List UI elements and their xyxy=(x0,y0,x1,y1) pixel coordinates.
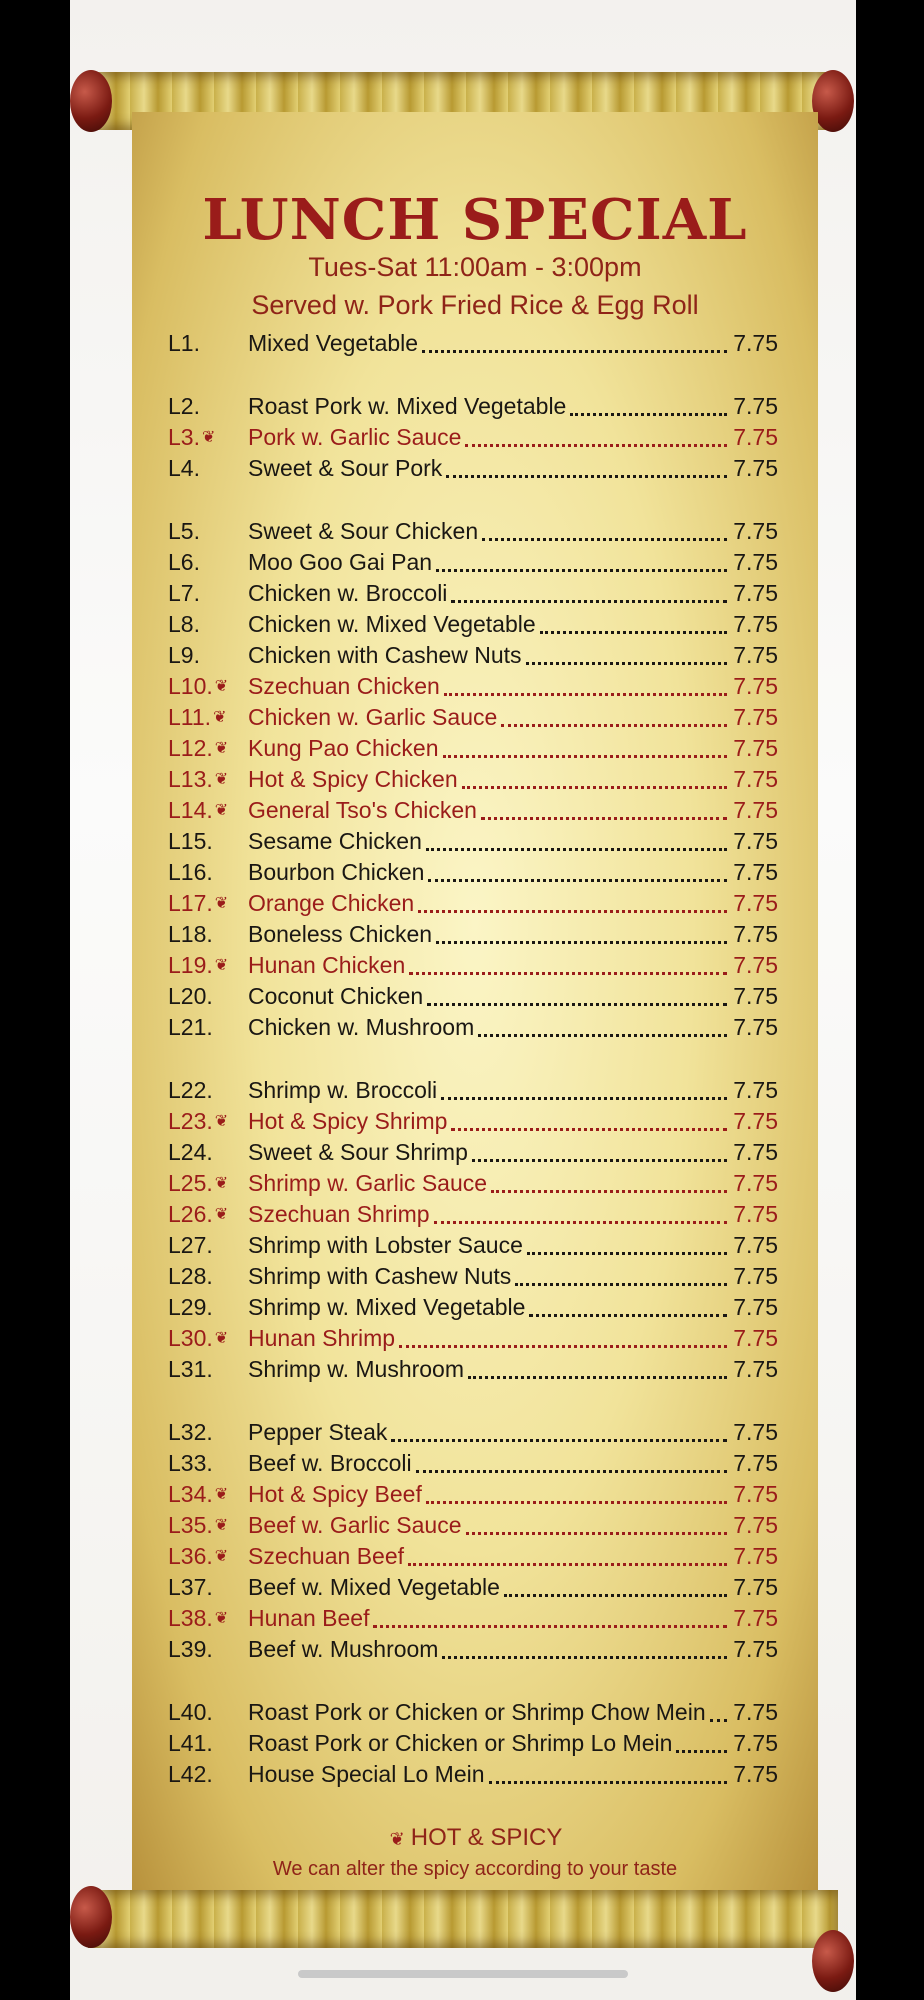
item-price: 7.75 xyxy=(733,734,778,761)
menu-item xyxy=(168,733,778,763)
item-code xyxy=(168,455,248,482)
item-name: Shrimp with Lobster Sauce xyxy=(248,1231,523,1258)
chili-pepper-icon: ❦ xyxy=(214,1175,229,1192)
item-code-label: L28. xyxy=(168,1262,213,1289)
item-name: Shrimp w. Broccoli xyxy=(248,1076,438,1103)
item-code-label: L35. xyxy=(168,1511,213,1538)
chili-pepper-icon: ❦ xyxy=(214,1486,229,1503)
item-code xyxy=(168,1325,248,1352)
menu-item xyxy=(168,547,778,577)
item-name: Sweet & Sour Pork xyxy=(248,454,443,481)
chili-pepper-icon: ❦ xyxy=(214,1206,229,1223)
chili-pepper-icon: ❦ xyxy=(214,802,229,819)
item-name: Shrimp w. Mushroom xyxy=(248,1355,465,1382)
item-code-label: L13. xyxy=(168,765,213,792)
chili-pepper-icon: ❦ xyxy=(214,957,229,974)
hot-spicy-legend xyxy=(132,1824,818,1852)
item-code-label: L41. xyxy=(168,1729,213,1756)
item-code xyxy=(168,1108,248,1135)
dot-leader xyxy=(529,1314,727,1317)
dot-leader xyxy=(526,662,728,665)
item-code-label: L9. xyxy=(168,641,200,668)
chili-pepper-icon: ❦ xyxy=(213,709,227,726)
dot-leader xyxy=(504,1594,727,1597)
dot-leader xyxy=(426,848,727,851)
dot-leader xyxy=(481,817,727,820)
menu-scroll xyxy=(132,112,818,1912)
item-name: Chicken w. Broccoli xyxy=(248,579,448,606)
item-name: Orange Chicken xyxy=(248,889,415,916)
item-code xyxy=(168,580,248,607)
item-code xyxy=(168,673,248,700)
dot-leader xyxy=(462,786,728,789)
menu-item xyxy=(168,1759,778,1789)
item-code-label: L11. xyxy=(168,703,212,730)
item-price: 7.75 xyxy=(733,1076,778,1103)
chili-pepper-icon: ❦ xyxy=(214,895,229,912)
item-price: 7.75 xyxy=(733,1418,778,1445)
dot-leader xyxy=(391,1439,727,1442)
dot-leader xyxy=(436,941,727,944)
dot-leader xyxy=(540,631,728,634)
item-name: Kung Pao Chicken xyxy=(248,734,439,761)
item-price: 7.75 xyxy=(733,579,778,606)
item-code xyxy=(168,549,248,576)
menu-item xyxy=(168,1634,778,1664)
chili-pepper-icon: ❦ xyxy=(214,1610,229,1627)
item-name: Hot & Spicy Shrimp xyxy=(248,1107,448,1134)
dot-leader xyxy=(428,879,727,882)
chili-pepper-icon: ❦ xyxy=(214,678,229,695)
item-code xyxy=(168,1574,248,1601)
menu-item xyxy=(168,1168,778,1198)
item-price: 7.75 xyxy=(733,548,778,575)
dot-leader xyxy=(489,1781,728,1784)
item-code-label: L29. xyxy=(168,1293,213,1320)
item-code xyxy=(168,1512,248,1539)
item-code-label: L33. xyxy=(168,1449,213,1476)
chili-pepper-icon: ❦ xyxy=(214,771,229,788)
item-code-label: L2. xyxy=(168,392,200,419)
item-code xyxy=(168,1294,248,1321)
dot-leader xyxy=(527,1252,727,1255)
item-code-label: L40. xyxy=(168,1698,213,1725)
item-code xyxy=(168,766,248,793)
item-price: 7.75 xyxy=(733,329,778,356)
menu-item xyxy=(168,1448,778,1478)
item-code xyxy=(168,1170,248,1197)
item-price: 7.75 xyxy=(733,1760,778,1787)
menu-item xyxy=(168,981,778,1011)
menu-item xyxy=(168,764,778,794)
dot-leader xyxy=(478,1034,727,1037)
dot-leader xyxy=(451,1128,727,1131)
scroll-rod-bottom xyxy=(88,1890,838,1948)
item-price: 7.75 xyxy=(733,765,778,792)
item-name: Shrimp with Cashew Nuts xyxy=(248,1262,512,1289)
item-code-label: L25. xyxy=(168,1169,213,1196)
item-code-label: L39. xyxy=(168,1635,213,1662)
menu-item xyxy=(168,702,778,732)
item-code xyxy=(168,1263,248,1290)
item-name: Hot & Spicy Beef xyxy=(248,1480,422,1507)
item-code xyxy=(168,1636,248,1663)
item-code-label: L34. xyxy=(168,1480,213,1507)
chili-pepper-icon: ❦ xyxy=(214,1330,229,1347)
item-name: Shrimp w. Garlic Sauce xyxy=(248,1169,488,1196)
item-code-label: L22. xyxy=(168,1076,213,1103)
menu-item xyxy=(168,1728,778,1758)
item-code xyxy=(168,797,248,824)
item-code-label: L14. xyxy=(168,796,213,823)
rod-knob xyxy=(70,70,112,132)
chili-pepper-icon: ❦ xyxy=(201,429,216,446)
item-price: 7.75 xyxy=(733,1200,778,1227)
menu-item xyxy=(168,1075,778,1105)
dot-leader xyxy=(444,693,727,696)
item-name: Sesame Chicken xyxy=(248,827,422,854)
dot-leader xyxy=(426,1501,727,1504)
item-code-label: L19. xyxy=(168,951,213,978)
item-price: 7.75 xyxy=(733,610,778,637)
item-code xyxy=(168,1139,248,1166)
item-name: Hunan Chicken xyxy=(248,951,406,978)
item-name: Moo Goo Gai Pan xyxy=(248,548,433,575)
item-name: Szechuan Chicken xyxy=(248,672,440,699)
dot-leader xyxy=(441,1097,727,1100)
item-code-label: L4. xyxy=(168,454,200,481)
dot-leader xyxy=(482,538,727,541)
item-price: 7.75 xyxy=(733,1231,778,1258)
dot-leader xyxy=(422,350,727,353)
item-price: 7.75 xyxy=(733,1107,778,1134)
menu-item xyxy=(168,1417,778,1447)
dot-leader xyxy=(468,1376,727,1379)
item-price: 7.75 xyxy=(733,1169,778,1196)
dot-leader xyxy=(418,910,727,913)
item-name: Boneless Chicken xyxy=(248,920,433,947)
rod-knob xyxy=(812,70,854,132)
menu-item xyxy=(168,1323,778,1353)
dot-leader xyxy=(436,569,727,572)
item-code xyxy=(168,983,248,1010)
dot-leader xyxy=(451,600,727,603)
item-code-label: L16. xyxy=(168,858,213,885)
item-name: Coconut Chicken xyxy=(248,982,424,1009)
chili-pepper-icon: ❦ xyxy=(214,740,229,757)
rod-knob xyxy=(70,1886,112,1948)
dot-leader xyxy=(399,1345,727,1348)
item-code-label: L24. xyxy=(168,1138,213,1165)
item-name: Roast Pork or Chicken or Shrimp Chow Mein xyxy=(248,1698,706,1725)
item-code xyxy=(168,330,248,357)
item-code xyxy=(168,1201,248,1228)
item-code xyxy=(168,952,248,979)
item-price: 7.75 xyxy=(733,951,778,978)
menu-item xyxy=(168,671,778,701)
dot-leader xyxy=(501,724,727,727)
item-name: Hunan Shrimp xyxy=(248,1324,396,1351)
item-price: 7.75 xyxy=(733,1542,778,1569)
menu-item xyxy=(168,826,778,856)
item-code-label: L8. xyxy=(168,610,200,637)
menu-item xyxy=(168,640,778,670)
item-code-label: L23. xyxy=(168,1107,213,1134)
menu-item xyxy=(168,578,778,608)
item-code xyxy=(168,642,248,669)
item-code xyxy=(168,393,248,420)
item-code-label: L37. xyxy=(168,1573,213,1600)
item-code-label: L1. xyxy=(168,329,200,356)
menu-item xyxy=(168,1479,778,1509)
item-price: 7.75 xyxy=(733,1355,778,1382)
menu-item xyxy=(168,328,778,358)
item-code-label: L20. xyxy=(168,982,213,1009)
menu-item xyxy=(168,609,778,639)
item-code-label: L30. xyxy=(168,1324,213,1351)
item-price: 7.75 xyxy=(733,392,778,419)
menu-item xyxy=(168,919,778,949)
item-name: Sweet & Sour Chicken xyxy=(248,517,479,544)
item-price: 7.75 xyxy=(733,827,778,854)
item-price: 7.75 xyxy=(733,1698,778,1725)
item-code xyxy=(168,518,248,545)
dot-leader xyxy=(434,1221,728,1224)
menu-item xyxy=(168,516,778,546)
menu-item xyxy=(168,1572,778,1602)
item-name: Beef w. Mixed Vegetable xyxy=(248,1573,500,1600)
item-price: 7.75 xyxy=(733,1480,778,1507)
item-name: Hot & Spicy Chicken xyxy=(248,765,458,792)
item-price: 7.75 xyxy=(733,423,778,450)
dot-leader xyxy=(676,1750,727,1753)
menu-item xyxy=(168,1354,778,1384)
menu-item xyxy=(168,1510,778,1540)
spicy-note: We can alter the spicy according to your taste xyxy=(272,1858,678,1880)
item-name: Sweet & Sour Shrimp xyxy=(248,1138,468,1165)
chili-pepper-icon: ❦ xyxy=(389,1829,405,1849)
item-name: Beef w. Mushroom xyxy=(248,1635,439,1662)
item-code-label: L26. xyxy=(168,1200,213,1227)
item-code-label: L5. xyxy=(168,517,200,544)
item-price: 7.75 xyxy=(733,1013,778,1040)
menu-item xyxy=(168,1697,778,1727)
item-name: Pepper Steak xyxy=(248,1418,388,1445)
menu-item xyxy=(168,795,778,825)
item-code-label: L15. xyxy=(168,827,213,854)
menu-item xyxy=(168,1230,778,1260)
dot-leader xyxy=(408,1563,727,1566)
dot-leader xyxy=(442,1656,727,1659)
dot-leader xyxy=(472,1159,727,1162)
item-code xyxy=(168,828,248,855)
menu-item xyxy=(168,453,778,483)
item-code-label: L31. xyxy=(168,1355,213,1382)
menu-item xyxy=(168,1603,778,1633)
dot-leader xyxy=(416,1470,728,1473)
menu-served-with: Served w. Pork Fried Rice & Egg Roll xyxy=(251,290,699,320)
rod-knob xyxy=(812,1930,854,1992)
dot-leader xyxy=(427,1003,727,1006)
item-price: 7.75 xyxy=(733,858,778,885)
item-code-label: L38. xyxy=(168,1604,213,1631)
item-code-label: L36. xyxy=(168,1542,213,1569)
item-code xyxy=(168,1761,248,1788)
item-name: House Special Lo Mein xyxy=(248,1760,485,1787)
item-name: Beef w. Broccoli xyxy=(248,1449,412,1476)
chili-pepper-icon: ❦ xyxy=(214,1548,229,1565)
menu-title: LUNCH SPECIAL xyxy=(202,187,748,253)
item-price: 7.75 xyxy=(733,796,778,823)
item-code xyxy=(168,1543,248,1570)
dot-leader xyxy=(491,1190,727,1193)
menu-item xyxy=(168,1199,778,1229)
item-price: 7.75 xyxy=(733,1729,778,1756)
chili-pepper-icon: ❦ xyxy=(214,1517,229,1534)
item-code-label: L17. xyxy=(168,889,213,916)
item-price: 7.75 xyxy=(733,1262,778,1289)
menu-item xyxy=(168,950,778,980)
item-code xyxy=(168,1077,248,1104)
menu-item xyxy=(168,1541,778,1571)
item-code xyxy=(168,735,248,762)
item-price: 7.75 xyxy=(733,454,778,481)
item-name: Chicken with Cashew Nuts xyxy=(248,641,522,668)
item-code-label: L32. xyxy=(168,1418,213,1445)
item-price: 7.75 xyxy=(733,517,778,544)
item-name: Beef w. Garlic Sauce xyxy=(248,1511,462,1538)
item-price: 7.75 xyxy=(733,641,778,668)
item-name: Szechuan Beef xyxy=(248,1542,405,1569)
item-price: 7.75 xyxy=(733,982,778,1009)
item-name: Bourbon Chicken xyxy=(248,858,425,885)
dot-leader xyxy=(446,475,727,478)
item-price: 7.75 xyxy=(733,672,778,699)
item-code-label: L3. xyxy=(168,423,200,450)
item-price: 7.75 xyxy=(733,1635,778,1662)
dot-leader xyxy=(570,413,727,416)
item-code-label: L21. xyxy=(168,1013,213,1040)
item-code xyxy=(168,859,248,886)
menu-item xyxy=(168,391,778,421)
item-code-label: L6. xyxy=(168,548,200,575)
menu-item xyxy=(168,422,778,452)
legend-label: HOT & SPICY xyxy=(410,1824,563,1851)
menu-hours: Tues-Sat 11:00am - 3:00pm xyxy=(308,252,642,282)
item-code xyxy=(168,1419,248,1446)
item-code xyxy=(168,611,248,638)
item-code xyxy=(168,1356,248,1383)
item-price: 7.75 xyxy=(733,1604,778,1631)
dot-leader xyxy=(409,972,727,975)
item-name: Shrimp w. Mixed Vegetable xyxy=(248,1293,526,1320)
item-code xyxy=(168,1730,248,1757)
item-name: Roast Pork w. Mixed Vegetable xyxy=(248,392,567,419)
item-code-label: L12. xyxy=(168,734,213,761)
menu-item xyxy=(168,888,778,918)
item-price: 7.75 xyxy=(733,1293,778,1320)
dot-leader xyxy=(443,755,728,758)
home-indicator[interactable] xyxy=(298,1970,628,1978)
item-name: General Tso's Chicken xyxy=(248,796,477,823)
menu-item xyxy=(168,1292,778,1322)
item-code xyxy=(168,1481,248,1508)
item-price: 7.75 xyxy=(733,889,778,916)
menu-item xyxy=(168,1137,778,1167)
item-name: Mixed Vegetable xyxy=(248,329,419,356)
dot-leader xyxy=(465,444,727,447)
item-code xyxy=(168,1232,248,1259)
item-code xyxy=(168,424,248,451)
item-price: 7.75 xyxy=(733,920,778,947)
menu-item xyxy=(168,1106,778,1136)
item-price: 7.75 xyxy=(733,1324,778,1351)
item-name: Hunan Beef xyxy=(248,1604,370,1631)
item-code xyxy=(168,1014,248,1041)
item-name: Pork w. Garlic Sauce xyxy=(248,423,462,450)
item-code xyxy=(168,921,248,948)
item-price: 7.75 xyxy=(733,1449,778,1476)
dot-leader xyxy=(466,1532,728,1535)
item-name: Roast Pork or Chicken or Shrimp Lo Mein xyxy=(248,1729,673,1756)
item-price: 7.75 xyxy=(733,1138,778,1165)
item-price: 7.75 xyxy=(733,703,778,730)
item-name: Szechuan Shrimp xyxy=(248,1200,430,1227)
item-code xyxy=(168,1450,248,1477)
dot-leader xyxy=(710,1719,728,1722)
item-code-label: L27. xyxy=(168,1231,213,1258)
menu-item xyxy=(168,1012,778,1042)
item-code xyxy=(168,890,248,917)
menu-item xyxy=(168,1261,778,1291)
item-price: 7.75 xyxy=(733,1573,778,1600)
item-code-label: L7. xyxy=(168,579,200,606)
chili-pepper-icon: ❦ xyxy=(214,1113,229,1130)
item-name: Chicken w. Mixed Vegetable xyxy=(248,610,536,637)
item-code xyxy=(168,704,248,731)
item-code-label: L18. xyxy=(168,920,213,947)
dot-leader xyxy=(373,1625,727,1628)
item-code xyxy=(168,1605,248,1632)
item-code xyxy=(168,1699,248,1726)
menu-item xyxy=(168,857,778,887)
item-code-label: L42. xyxy=(168,1760,213,1787)
dot-leader xyxy=(515,1283,727,1286)
item-code-label: L10. xyxy=(168,672,213,699)
item-name: Chicken w. Garlic Sauce xyxy=(248,703,498,730)
item-price: 7.75 xyxy=(733,1511,778,1538)
item-name: Chicken w. Mushroom xyxy=(248,1013,475,1040)
